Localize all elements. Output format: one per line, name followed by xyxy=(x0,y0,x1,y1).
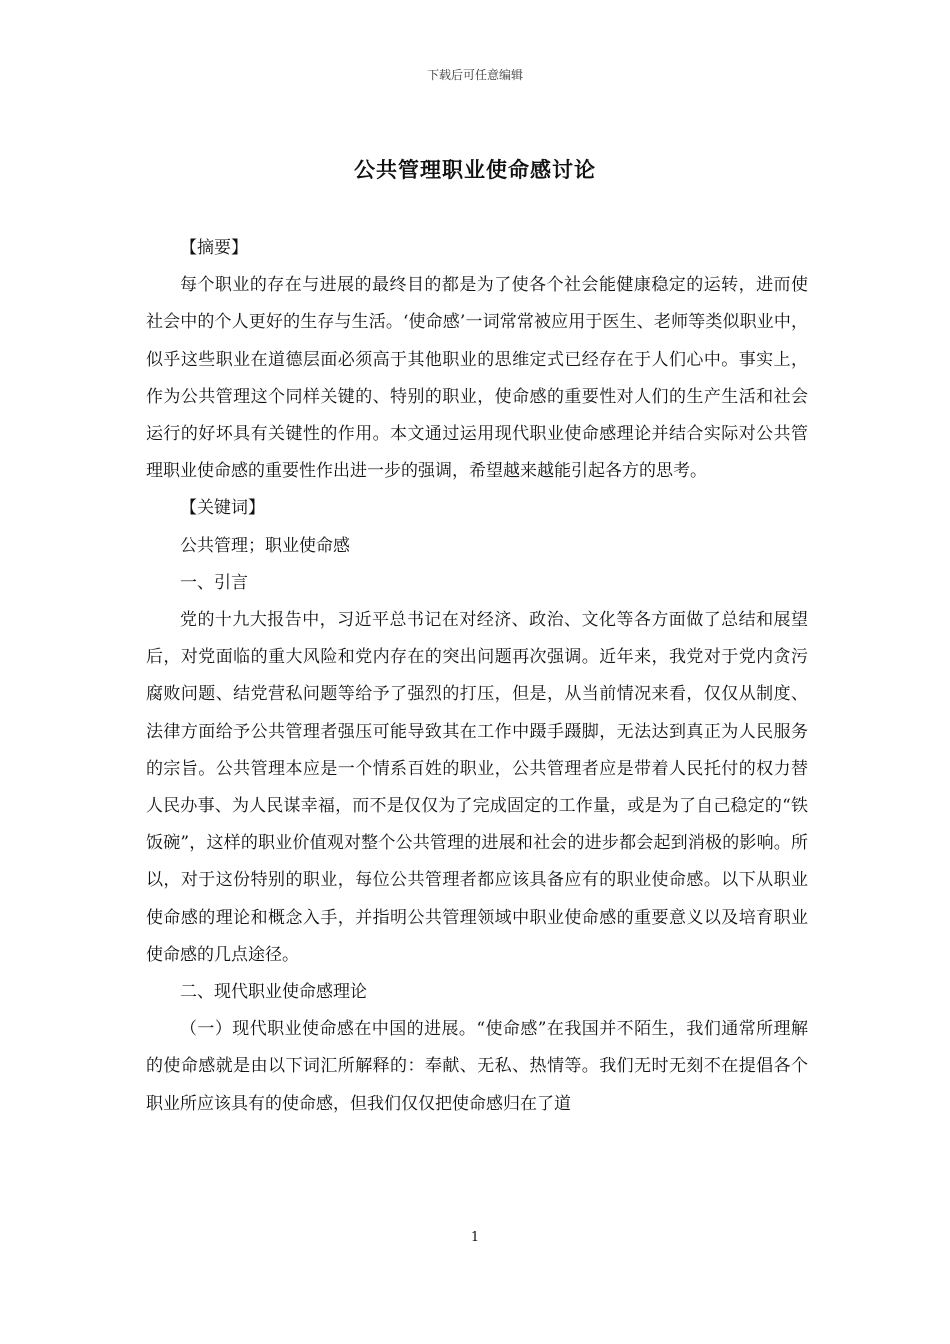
section-heading-theory: 二、现代职业使命感理论 xyxy=(180,982,367,1003)
page-number: 1 xyxy=(470,1230,480,1245)
abstract-heading: 【摘要】 xyxy=(180,238,248,258)
abstract-paragraph: 每个职业的存在与进展的最终目的都是为了使各个社会能健康稳定的运转，进而使社会中的个人更好的生存与生活。‘使命感’一词常常被应用于医生、老师等类似职业中，似乎这些职业在道德层面必须高于其他职业的思维定式已经存在于人们心中。事实上，作为公共管理这个同样关键的、特别的职业，使命感的重要性对人们的生产生活和社会运行的好坏具有关键性的作用。本文通过运用现代职业使命感理论并结合实际对公共管理职业使命感的重要性作出进一步的强调，希望越来越能引起各方的思考。 xyxy=(146,275,808,482)
page-header-note: 下载后可任意编辑 xyxy=(426,68,523,82)
introduction-paragraph: 党的十九大报告中，习近平总书记在对经济、政治、文化等各方面做了总结和展望后，对党面临的重大风险和党内存在的突出问题再次强调。近年来，我党对于党内贪污腐败问题、结党营私问题等给予了强烈的打压，但是，从当前情况来看，仅仅从制度、法律方面给予公共管理者强压可能导致其在工作中蹑手蹑脚，无法达到真正为人民服务的宗旨。公共管理本应是一个情系百姓的职业，公共管理者应是带着人民托付的权力替人民办事、为人民谋幸福，而不是仅仅为了完成固定的工作量，或是为了自己稳定的“铁饭碗”，这样的职业价值观对整个公共管理的进展和社会的进步都会起到消极的影响。所以，对于这份特别的职业，每位公共管理者都应该具备应有的职业使命感。以下从职业使命感的理论和概念入手，并指明公共管理领域中职业使命感的重要意义以及培育职业使命感的几点途径。 xyxy=(146,610,808,965)
document-body xyxy=(146,230,808,1123)
theory-paragraph: （一）现代职业使命感在中国的进展。“使命感”在我国并不陌生，我们通常所理解的使命感就是由以下词汇所解释的：奉献、无私、热情等。我们无时无刻不在提倡各个职业所应该具有的使命感，但我们仅仅把使命感归在了道 xyxy=(146,1019,808,1114)
keywords-heading: 【关键词】 xyxy=(180,498,265,519)
keywords-text: 公共管理；职业使命感 xyxy=(180,535,350,556)
section-heading-introduction: 一、引言 xyxy=(180,572,248,593)
document-title: 公共管理职业使命感讨论 xyxy=(354,158,596,182)
